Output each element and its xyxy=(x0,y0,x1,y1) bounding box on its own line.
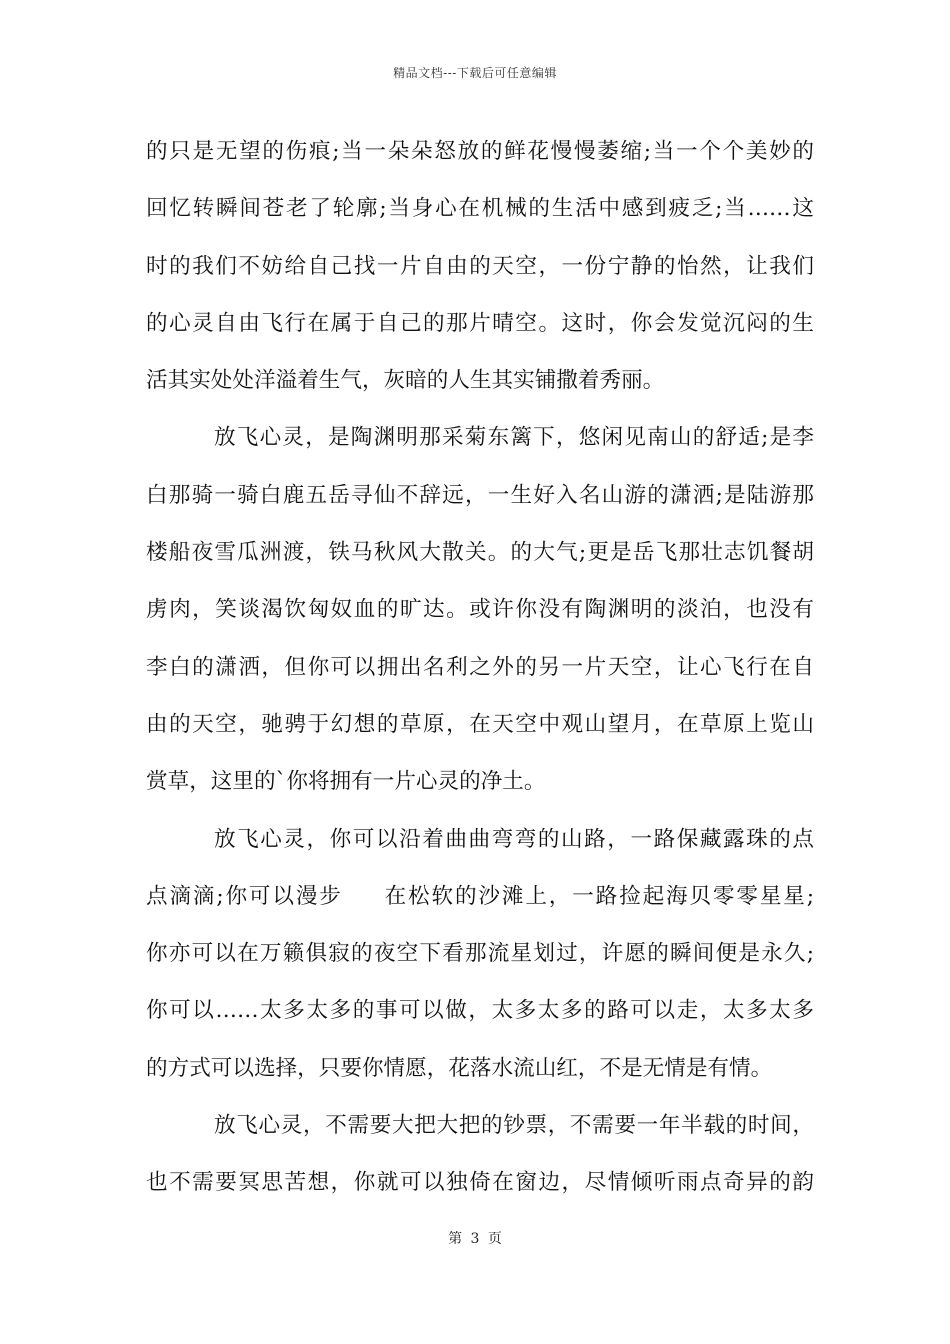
document-body xyxy=(146,130,814,1219)
text-line: 楼船夜雪瓜洲渡，铁马秋风大散关。的大气;更是岳飞那壮志饥餐胡 xyxy=(146,540,814,566)
page-header: 精品文档---下载后可任意编辑 xyxy=(393,66,557,80)
text-line: 活其实处处洋溢着生气，灰暗的人生其实铺撒着秀丽。 xyxy=(146,368,665,394)
text-fragment: 点滴滴;你可以漫步 xyxy=(146,883,343,909)
text-line: 赏草，这里的`你将拥有一片心灵的净土。 xyxy=(146,769,546,795)
text-line: 回忆转瞬间苍老了轮廓;当身心在机械的生活中感到疲乏;当……这 xyxy=(146,196,814,222)
text-line: 的心灵自由飞行在属于自己的那片晴空。这时，你会发觉沉闷的生 xyxy=(146,310,814,336)
text-line: 时的我们不妨给自己找一片自由的天空，一份宁静的怡然，让我们 xyxy=(146,253,814,279)
text-line: 的只是无望的伤痕;当一朵朵怒放的鲜花慢慢萎缩;当一个个美妙的 xyxy=(146,139,814,164)
text-line: 由的天空，驰骋于幻想的草原，在天空中观山望月，在草原上览山 xyxy=(146,711,814,737)
text-line: 的方式可以选择，只要你情愿，花落水流山红，不是无情是有情。 xyxy=(146,1055,773,1081)
text-line: 也不需要冥思苦想，你就可以独倚在窗边，尽情倾听雨点奇异的韵 xyxy=(146,1170,814,1196)
text-line-split xyxy=(146,875,814,932)
paragraph-first-line: 放飞心灵，你可以沿着曲曲弯弯的山路，一路保藏露珠的点 xyxy=(214,826,814,852)
text-line: 白那骑一骑白鹿五岳寻仙不辞远，一生好入名山游的潇洒;是陆游那 xyxy=(146,482,814,508)
page-number: 第 3 页 xyxy=(448,1231,502,1247)
paragraph-first-line: 放飞心灵，是陶渊明那采菊东篱下，悠闲见南山的舒适;是李 xyxy=(214,425,814,451)
paragraph-first-line: 放飞心灵，不需要大把大把的钞票，不需要一年半载的时间， xyxy=(214,1113,814,1139)
text-line: 你可以……太多太多的事可以做，太多太多的路可以走，太多太多 xyxy=(146,998,814,1024)
text-line: 虏肉，笑谈渴饮匈奴血的旷达。或许你没有陶渊明的淡泊，也没有 xyxy=(146,597,814,623)
text-line: 你亦可以在万籁俱寂的夜空下看那流星划过，许愿的瞬间便是永久; xyxy=(146,941,814,967)
text-line: 李白的潇洒，但你可以拥出名利之外的另一片天空，让心飞行在自 xyxy=(146,654,814,680)
text-fragment: 在松软的沙滩上，一路捡起海贝零零星星; xyxy=(382,883,814,909)
